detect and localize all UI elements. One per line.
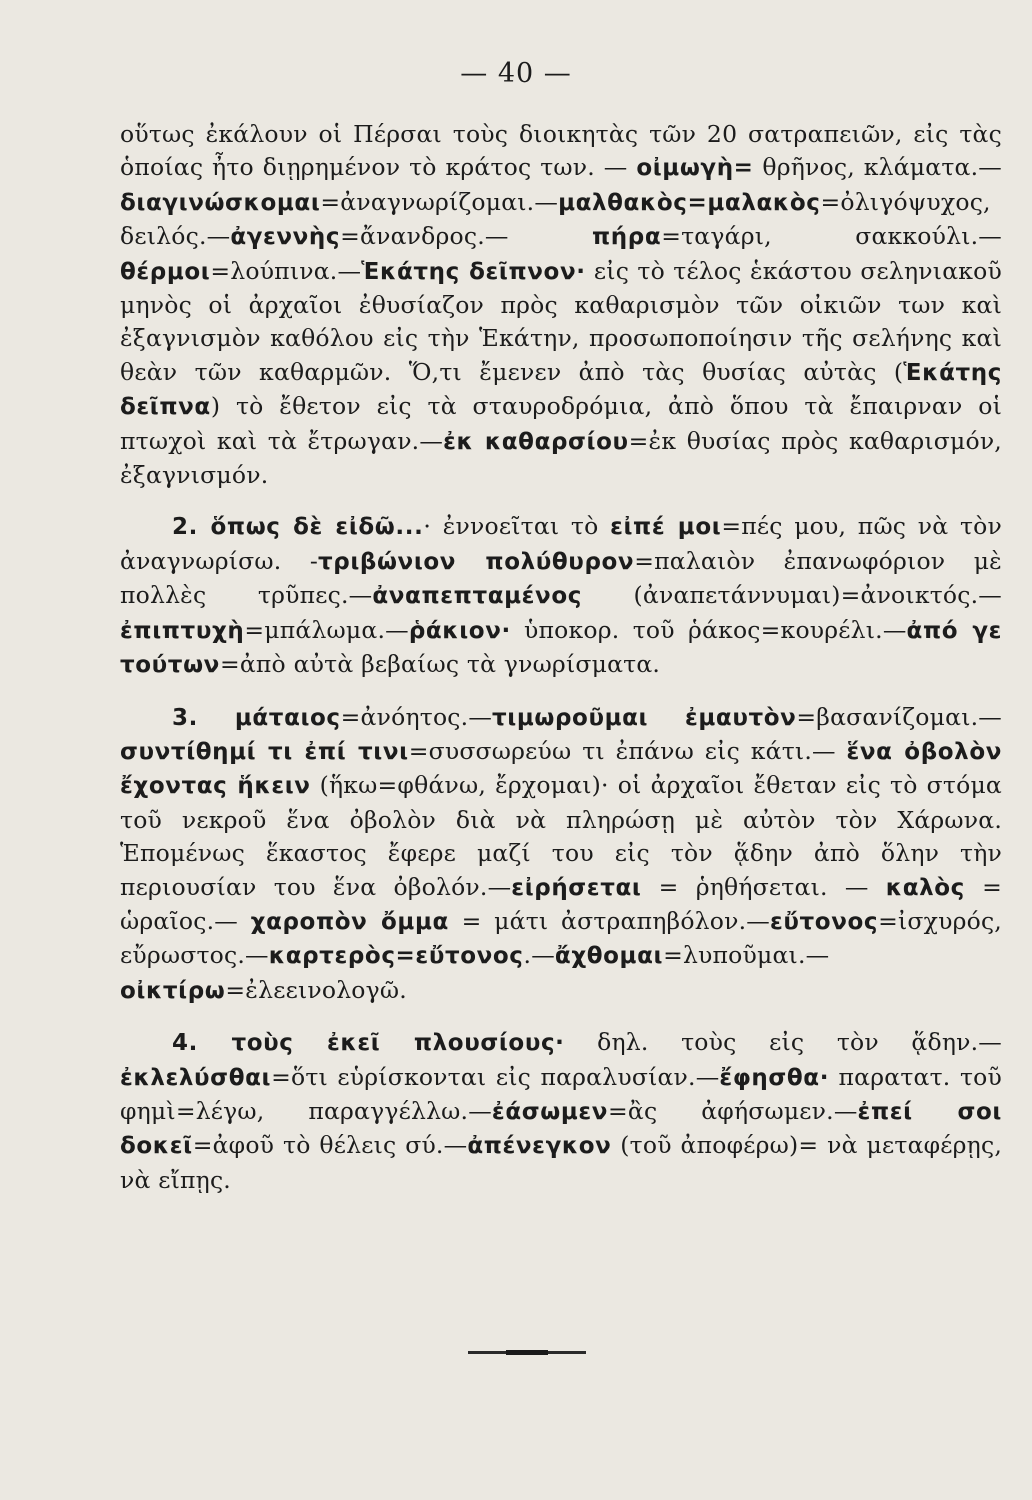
- note-text: =ἀνόητος.—: [340, 702, 493, 731]
- note-term: ἄχθομαι: [554, 943, 664, 970]
- commentary-notes: [120, 118, 1002, 1197]
- note-term: ἐπεί σοι δοκεῖ: [120, 1098, 1002, 1160]
- note-text: =ὅτι εὑρίσκονται εἰς παραλυσίαν.—: [271, 1062, 720, 1091]
- note-text: =ἀναγνωρίζομαι.—: [320, 187, 559, 216]
- note-text: εἰς τὸ τέλος ἑκάστου σεληνιακοῦ μηνὸς οἱ ἀρχαῖοι ἐθυσίαζον πρὸς καθαρισμὸν τῶν οἰκιῶν των καὶ ἐξαγνισμὸν καθόλου εἰς τὴν Ἑκάτην, προσωποποίησιν τῆς σελήνης καὶ θεὰν τῶν καθαρμῶν. Ὅ,τι ἔμενεν ἀπὸ τὰς θυσίας αὐτὰς (: [120, 256, 1002, 386]
- note-text: =ἐκ θυσίας πρὸς καθαρισμόν, ἐξαγνισμόν.: [120, 426, 1002, 490]
- note-text: (τοῦ ἀποφέρω)= νὰ μεταφέρῃς, νὰ εἴπῃς.: [120, 1131, 1002, 1194]
- note-term: τιμωροῦμαι ἐμαυτὸν: [492, 704, 797, 731]
- note-term: οἰμωγὴ=: [636, 155, 754, 182]
- note-text: · ἐννοεῖται τὸ: [423, 512, 611, 541]
- page-number: — 40 —: [460, 58, 572, 89]
- note-text: = ὡραῖος.—: [120, 872, 1002, 935]
- note-text: =ἰσχυρός, εὔρωστος.—: [120, 906, 1002, 970]
- note-term: ἀπένεγκον: [467, 1133, 612, 1160]
- note-text: δηλ. τοὺς εἰς τὸν ᾅδην.—: [564, 1028, 1002, 1057]
- note-text: = μάτι ἀστραπηβόλον.—: [448, 906, 770, 935]
- note-text: =ταγάρι, σακκούλι.—: [661, 222, 1002, 251]
- note-paragraph-2: [120, 510, 1002, 682]
- note-text: ) τὸ ἔθετον εἰς τὰ σταυροδρόμια, ἀπὸ ὅπου τὰ ἔπαιρναν οἱ πτωχοὶ καὶ τὰ ἔτρωγαν.—: [120, 392, 1002, 455]
- note-text: =βασανίζομαι.—: [796, 702, 1002, 731]
- note-text: οὕτως ἐκάλουν οἱ Πέρσαι τοὺς διοικητὰς τῶν 20 σατραπειῶν, εἰς τὰς ὁποίας ἦτο διῃρημένον τὸ κράτος των. —: [120, 120, 1002, 182]
- note-term: εὔτονος: [769, 908, 879, 935]
- section-end-rule: [468, 1351, 586, 1354]
- note-text: =ἀφοῦ τὸ θέλεις σύ.—: [192, 1131, 468, 1160]
- note-text: =ἐλεεινολογῶ.: [225, 975, 407, 1004]
- note-term: ῥάκιον·: [408, 617, 511, 644]
- note-text: =συσσωρεύω τι ἐπάνω εἰς κάτι.—: [408, 736, 847, 765]
- note-term: ἐπιπτυχὴ: [120, 617, 245, 644]
- note-text: = ῥηθήσεται. —: [641, 872, 886, 901]
- note-term: πήρα: [591, 224, 662, 251]
- note-term: καρτερὸς=εὔτονος: [268, 943, 524, 970]
- note-term: ἀπό γε τούτων: [120, 617, 1002, 679]
- note-term: ἐκ καθαρσίου: [443, 428, 629, 455]
- note-term: συντίθημί τι ἐπί τινι: [120, 738, 409, 765]
- note-text: =λούπινα.—: [210, 256, 362, 285]
- note-text: =μπάλωμα.—: [244, 615, 409, 644]
- note-text: =ὀλιγόψυχος, δειλός.—: [120, 187, 991, 251]
- note-term: ἐάσωμεν: [491, 1098, 609, 1125]
- note-term: οἰκτίρω: [120, 977, 226, 1004]
- note-text: =ἀπὸ αὐτὰ βεβαίως τὰ γνωρίσματα.: [219, 650, 661, 679]
- note-paragraph-3: [120, 701, 1002, 1009]
- note-text: ὑποκορ. τοῦ ῥάκος=κουρέλι.—: [510, 615, 907, 644]
- note-term: καλὸς: [885, 874, 965, 901]
- note-term: μαλθακὸς=μαλακὸς: [558, 189, 821, 216]
- note-text: =ἄνανδρος.—: [340, 222, 592, 251]
- note-term: 2. ὅπως δὲ εἰδῶ...: [172, 514, 424, 541]
- note-term: τριβώνιον πολύθυρον: [318, 548, 635, 575]
- note-term: 3. μάταιος: [172, 704, 341, 731]
- note-term: ἕνα ὀβολὸν ἔχοντας ἥκειν: [120, 738, 1002, 800]
- note-term: διαγινώσκομαι: [120, 189, 321, 216]
- note-text: =λυποῦμαι.—: [663, 941, 830, 970]
- note-term: ἀναπεπταμένος: [372, 583, 582, 610]
- note-term: ἔφησθα·: [719, 1064, 830, 1091]
- note-text: =πές μου, πῶς νὰ τὸν ἀναγνωρίσω. -: [120, 512, 1002, 575]
- note-term: 4. τοὺς ἐκεῖ πλουσίους·: [172, 1030, 565, 1057]
- note-text: παρατατ. τοῦ φημὶ=λέγω, παραγγέλλω.—: [120, 1062, 1002, 1125]
- note-term: θέρμοι: [120, 258, 211, 285]
- note-term: Ἑκάτης δεῖπνα: [120, 359, 1002, 421]
- note-text: =ἂς ἀφήσωμεν.—: [608, 1096, 858, 1125]
- note-paragraph-4: [120, 1026, 1002, 1197]
- note-text: =παλαιὸν ἐπανωφόριον μὲ πολλὲς τρῦπες.—: [120, 546, 1002, 610]
- note-term: ἀγεννὴς: [230, 224, 341, 251]
- note-term: χαροπὸν ὄμμα: [250, 908, 449, 935]
- note-text: (ἥκω=φθάνω, ἔρχομαι)· οἱ ἀρχαῖοι ἔθεταν εἰς τὸ στόμα τοῦ νεκροῦ ἕνα ὀβολὸν διὰ νὰ πληρώσῃ μὲ αὐτὸν τὸν Χάρωνα. Ἑπομένως ἕκαστος ἔφερε μαζί του εἰς τὸν ᾅδην ἀπὸ ὅλην τὴν περιουσίαν του ἕνα ὀβολόν.—: [120, 771, 1002, 901]
- note-text: .—: [523, 941, 555, 970]
- note-term: εἰρήσεται: [511, 874, 642, 901]
- note-text: (ἀναπετάννυμαι)=ἀνοικτός.—: [581, 581, 1002, 610]
- note-term: εἰπέ μοι: [610, 514, 722, 541]
- note-term: Ἑκάτης δεῖπνον·: [361, 258, 586, 285]
- note-text: θρῆνος, κλάματα.—: [753, 153, 1002, 182]
- note-paragraph-1: [120, 118, 1002, 492]
- note-term: ἐκλελύσθαι: [120, 1064, 272, 1091]
